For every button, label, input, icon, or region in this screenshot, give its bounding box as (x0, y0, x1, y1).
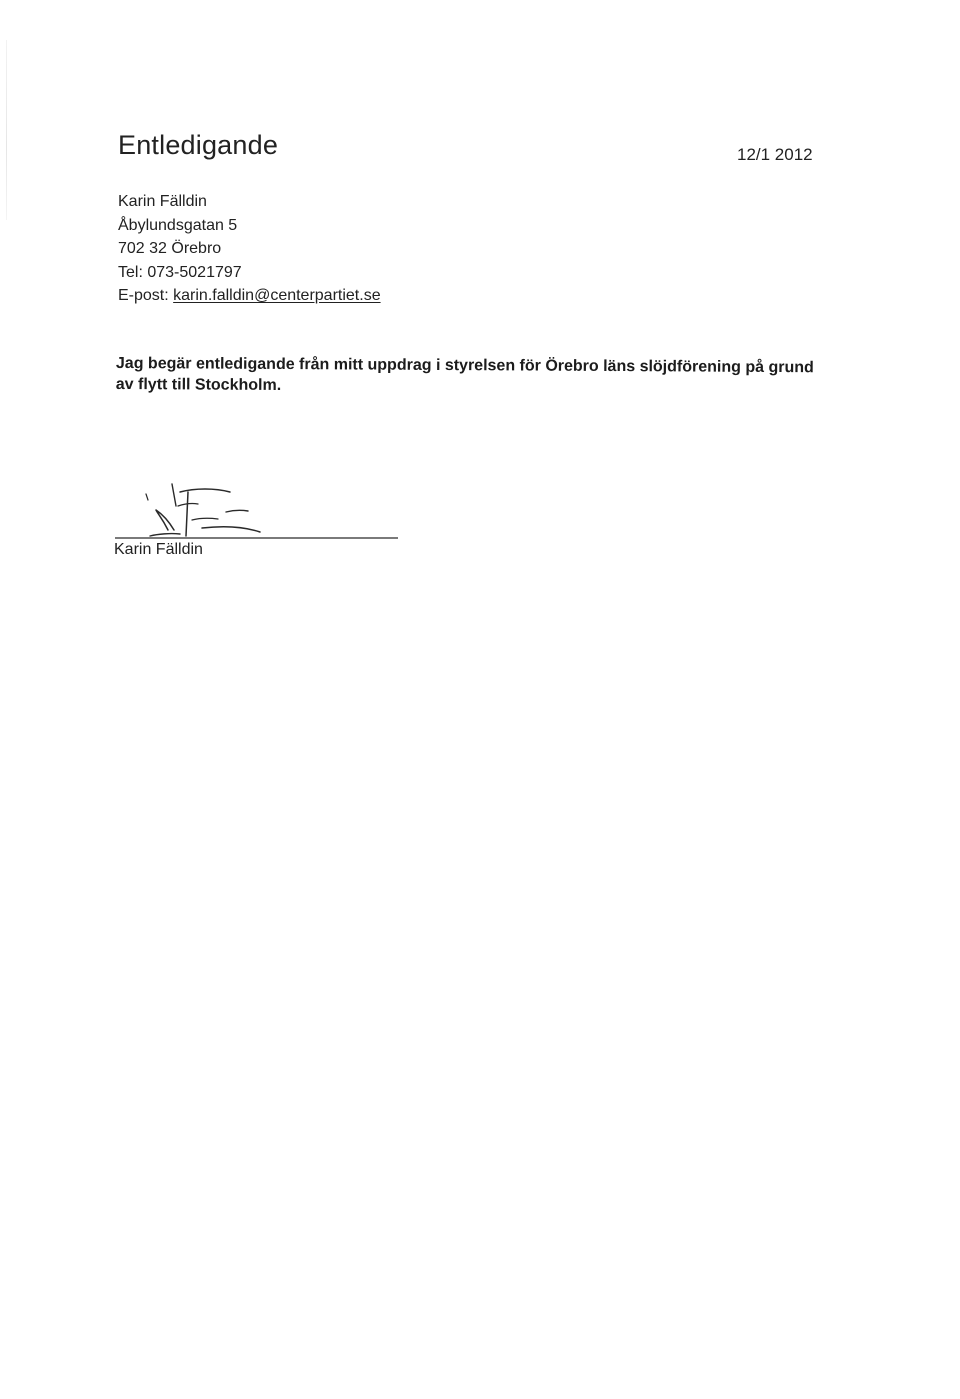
letter-body: Jag begär entledigande från mitt uppdrag i styrelsen för Örebro läns slöjdförening på grund av flytt till Stockholm. (115, 354, 814, 395)
sender-postal: 702 32 Örebro (118, 240, 222, 257)
signature-stroke (146, 494, 148, 500)
signature-stroke (172, 484, 176, 506)
sender-name: Karin Fälldin (118, 193, 207, 210)
sender-phone: Tel: 073-5021797 (118, 263, 242, 281)
signature-stroke (150, 534, 180, 536)
sender-street: Åbylundsgatan 5 (118, 216, 238, 234)
signer-printed-name: Karin Fälldin (114, 541, 203, 558)
email-link[interactable]: karin.falldin@centerpartiet.se (173, 287, 381, 304)
signature-stroke (202, 527, 260, 532)
scan-edge (6, 40, 7, 220)
email-label: E-post: (118, 287, 174, 304)
document-title: Entledigande (118, 130, 279, 160)
signature-stroke (156, 510, 174, 530)
signature-stroke (226, 510, 248, 512)
signature-stroke (192, 518, 218, 520)
sender-address-block (118, 190, 381, 308)
sender-email-line (118, 284, 381, 308)
signature-stroke (186, 492, 188, 536)
document-date: 12/1 2012 (737, 145, 813, 164)
